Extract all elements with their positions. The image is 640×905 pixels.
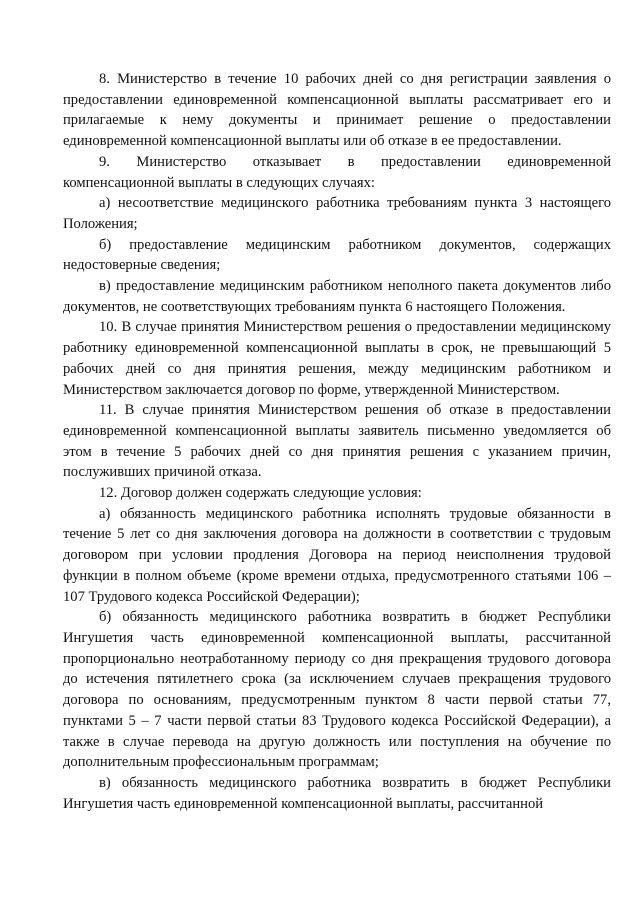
paragraph-12: 12. Договор должен содержать следующие условия: xyxy=(99,485,422,502)
paragraph-10: 10. В случае принятия Министерством решения о предоставлении медицинскому работнику единовременной компенсационной выплаты в срок, не превышающий 5 рабочих дней со дня принятия решения, между медицинским работником и Министерством заключается договор по форме, утвержденной Министерством. xyxy=(63,319,611,398)
paragraph-8: 8. Министерство в течение 10 рабочих дней со дня регистрации заявления о предоставлении единовременной компенсационной выплаты рассматривает его и прилагаемые к нему документы и принимает решение о предоставлении единовременной компенсационной выплаты или об отказе в ее предоставлении. xyxy=(63,71,611,150)
paragraph-12-item-a: а) обязанность медицинского работника исполнять трудовые обязанности в течение 5 лет со дня заключения договора на должности в соответствии с трудовым договором при условии продления Договора на период неисполнения трудовой функции в полном объеме (кроме времени отдыха, предусмотренного статьями 106 – 107 Трудового кодекса Российской Федерации); xyxy=(63,505,611,605)
paragraph-12-item-v: в) обязанность медицинского работника возвратить в бюджет Республики Ингушетия часть единовременной компенсационной выплаты, рассчитанной xyxy=(63,774,611,812)
document-page xyxy=(63,69,611,814)
paragraph-11: 11. В случае принятия Министерством решения об отказе в предоставлении единовременной компенсационной выплаты заявитель письменно уведомляется об этом в течение 5 рабочих дней со дня принятия решения с указанием причин, послуживших причиной отказа. xyxy=(63,402,611,481)
paragraph-12-item-b: б) обязанность медицинского работника возвратить в бюджет Республики Ингушетия часть единовременной компенсационной выплаты, рассчитанной пропорционально неотработанному периоду со дня прекращения трудового договора до истечения пятилетнего срока (за исключением случаев прекращения трудового договора по основаниям, предусмотренным пунктом 8 части первой статьи 77, пунктами 5 – 7 части первой статьи 83 Трудового кодекса Российской Федерации), а также в случае перевода на другую должность или поступления на обучение по дополнительным профессиональным программам; xyxy=(63,609,611,771)
paragraph-9-item-a: а) несоответствие медицинского работника требованиям пункта 3 настоящего Положения; xyxy=(63,195,611,232)
paragraph-9-item-v: в) предоставление медицинским работником неполного пакета документов либо документов, не соответствующих требованиям пункта 6 настоящего Положения. xyxy=(63,278,611,315)
paragraph-9-item-b: б) предоставление медицинским работником документов, содержащих недостоверные сведения; xyxy=(63,236,611,274)
paragraph-9: 9. Министерство отказывает в предоставлении единовременной компенсационной выплаты в следующих случаях: xyxy=(63,153,611,191)
